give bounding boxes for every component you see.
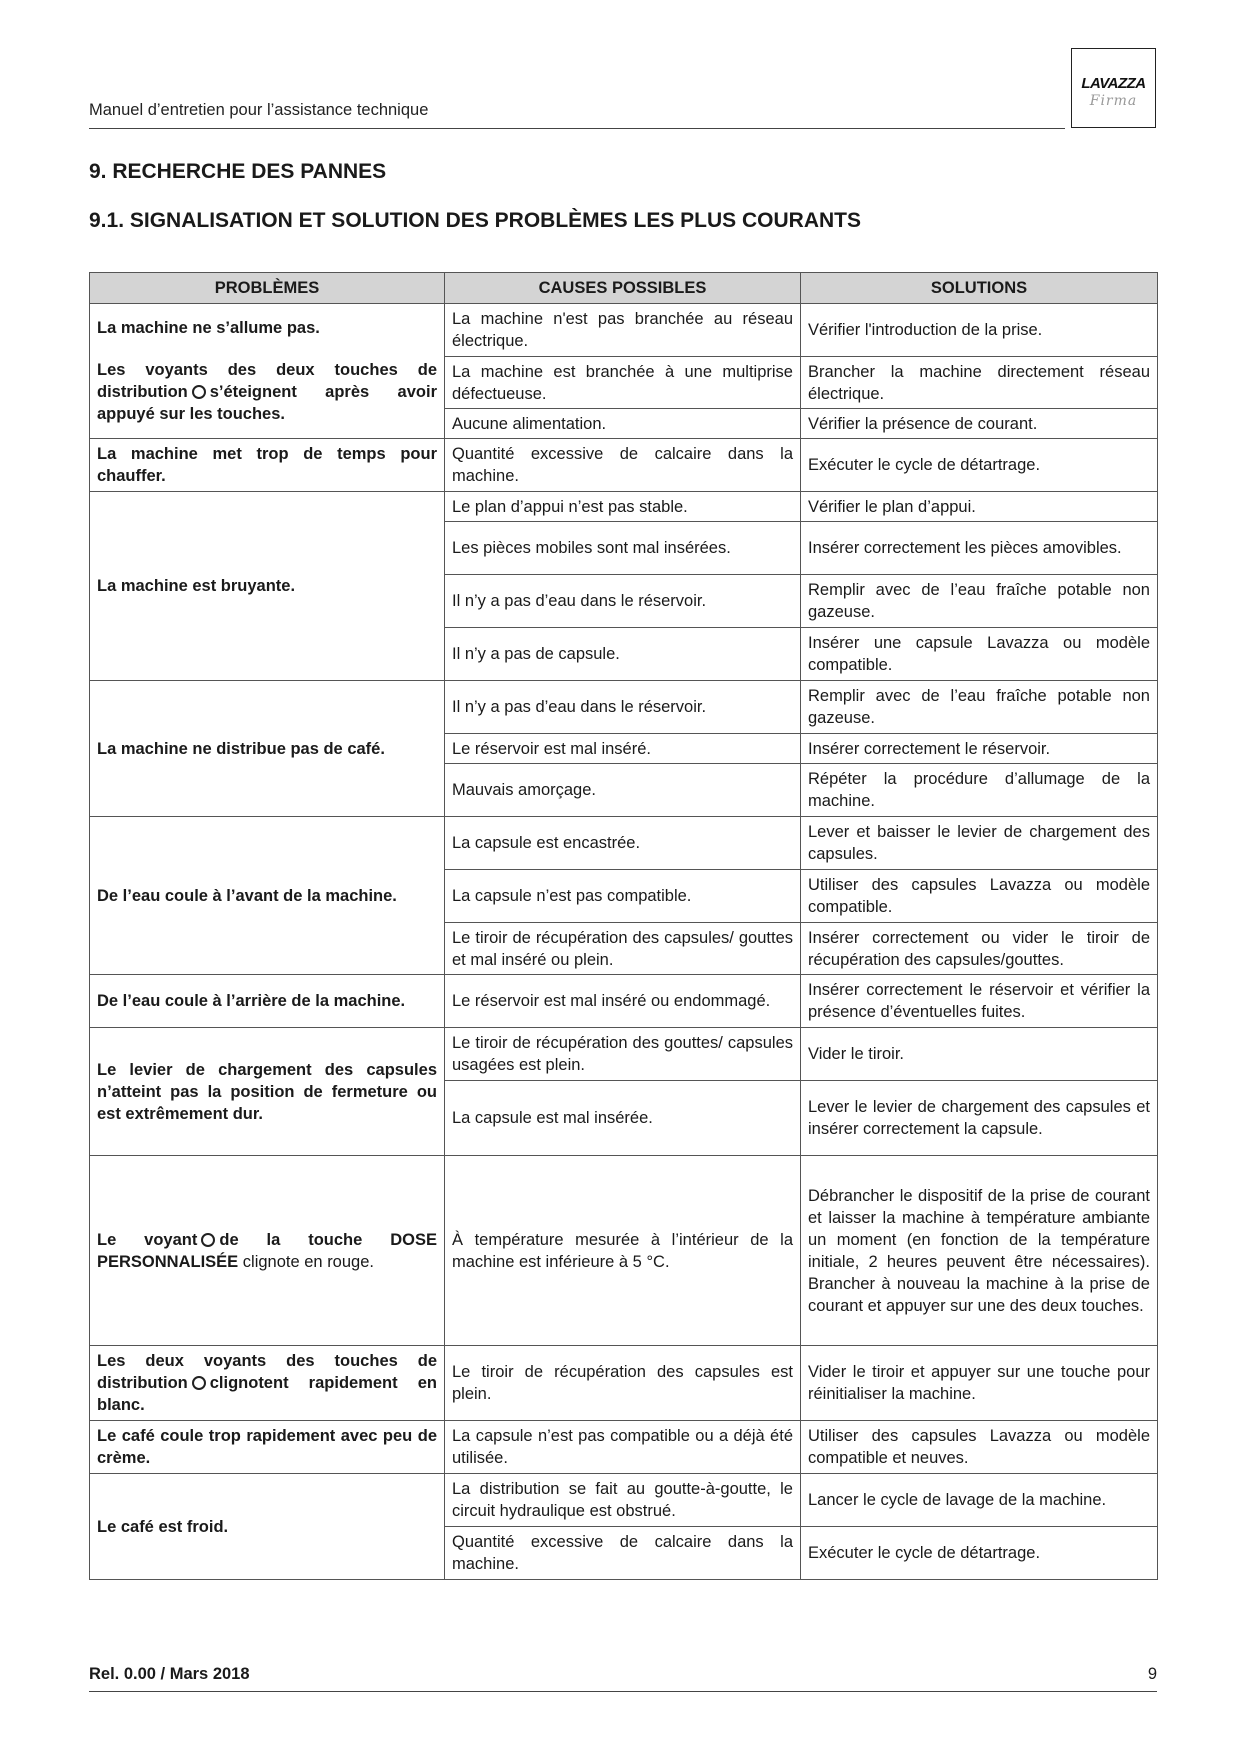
- problem-cell: Le café est froid.: [90, 1474, 445, 1580]
- solution-cell: Insérer correctement ou vider le tiroir de récupération des capsules/gouttes.: [801, 923, 1158, 975]
- cause-cell: À température mesurée à l’intérieur de la machine est inférieure à 5 °C.: [445, 1156, 801, 1346]
- solution-cell: Insérer correctement les pièces amovibles.: [801, 522, 1158, 575]
- table-row: [90, 1474, 1158, 1527]
- solution-cell: Lever et baisser le levier de chargement des capsules.: [801, 817, 1158, 870]
- header-rule: [89, 128, 1065, 129]
- column-header-solutions: SOLUTIONS: [801, 273, 1158, 304]
- troubleshooting-table: [89, 272, 1158, 1580]
- column-header-causes: CAUSES POSSIBLES: [445, 273, 801, 304]
- logo-subtitle: Firma: [1089, 93, 1138, 109]
- cause-cell: Il n’y a pas de capsule.: [445, 628, 801, 681]
- solution-cell: Vérifier le plan d’appui.: [801, 492, 1158, 522]
- solution-cell: Lever le levier de chargement des capsules et insérer correctement la capsule.: [801, 1081, 1158, 1156]
- problem-text-part: de la touche: [219, 1230, 363, 1249]
- solution-cell: Vérifier l'introduction de la prise.: [801, 304, 1158, 357]
- table-row: [90, 492, 1158, 522]
- problem-text-part: s’éteignent après avoir appuyé sur les touches.: [97, 383, 437, 423]
- solution-cell: Répéter la procédure d’allumage de la machine.: [801, 764, 1158, 817]
- footer-release: Rel. 0.00 / Mars 2018: [89, 1665, 250, 1683]
- problem-text: [97, 359, 437, 425]
- solution-cell: Vider le tiroir.: [801, 1028, 1158, 1081]
- cause-cell: La distribution se fait au goutte-à-goutte, le circuit hydraulique est obstrué.: [445, 1474, 801, 1527]
- solution-cell: Remplir avec de l’eau fraîche potable non gazeuse.: [801, 575, 1158, 628]
- cause-cell: La capsule n’est pas compatible.: [445, 870, 801, 923]
- problem-text-part: clignote en rouge.: [242, 1252, 374, 1271]
- problem-text-part: Le voyant: [97, 1230, 198, 1249]
- problem-cell: La machine met trop de temps pour chauffer.: [90, 439, 445, 492]
- problem-text-part: clignotent rapidement en blanc.: [97, 1374, 437, 1414]
- logo-wordmark: LAVAZZA: [1081, 75, 1146, 92]
- solution-cell: Vider le tiroir et appuyer sur une touche pour réinitialiser la machine.: [801, 1346, 1158, 1421]
- cause-cell: La capsule n’est pas compatible ou a déjà été utilisée.: [445, 1421, 801, 1474]
- cause-cell: La machine est branchée à une multiprise défectueuse.: [445, 357, 801, 409]
- cause-cell: Le réservoir est mal inséré ou endommagé.: [445, 975, 801, 1028]
- solution-cell: Vérifier la présence de courant.: [801, 409, 1158, 439]
- button-name-label: DOSE PERSONNALISÉE: [97, 1230, 437, 1271]
- problem-text-part: Les deux voyants des touches de distribution: [97, 1352, 437, 1392]
- page-header-text: Manuel d’entretien pour l’assistance technique: [89, 101, 429, 119]
- problem-cell: De l’eau coule à l’avant de la machine.: [90, 817, 445, 975]
- power-indicator-icon: [201, 1233, 215, 1247]
- solution-cell: Exécuter le cycle de détartrage.: [801, 439, 1158, 492]
- solution-cell: Utiliser des capsules Lavazza ou modèle compatible et neuves.: [801, 1421, 1158, 1474]
- solution-cell: Exécuter le cycle de détartrage.: [801, 1527, 1158, 1580]
- cause-cell: Quantité excessive de calcaire dans la machine.: [445, 1527, 801, 1580]
- solution-cell: Insérer correctement le réservoir et vérifier la présence d’éventuelles fuites.: [801, 975, 1158, 1028]
- subsection-title: 9.1. SIGNALISATION ET SOLUTION DES PROBLÈMES LES PLUS COURANTS: [89, 209, 862, 232]
- table-header-row: [90, 273, 1158, 304]
- problem-text: La machine ne s’allume pas.: [97, 319, 320, 337]
- problem-cell: De l’eau coule à l’arrière de la machine.: [90, 975, 445, 1028]
- table-row: [90, 817, 1158, 870]
- column-header-problems: PROBLÈMES: [90, 273, 445, 304]
- cause-cell: Le réservoir est mal inséré.: [445, 734, 801, 764]
- power-indicator-icon: [192, 1376, 206, 1390]
- problem-cell: Le café coule trop rapidement avec peu de crème.: [90, 1421, 445, 1474]
- cause-cell: La capsule est encastrée.: [445, 817, 801, 870]
- problem-cell: [90, 304, 445, 439]
- solution-cell: Débrancher le dispositif de la prise de courant et laisser la machine à température ambiante un moment (en fonction de la température initiale, 2 heures peuvent être nécessaires). Brancher à nouveau la machine à la prise de courant et appuyer sur une des deux touches.: [801, 1156, 1158, 1346]
- section-title: 9. RECHERCHE DES PANNES: [89, 160, 387, 183]
- table-row: [90, 975, 1158, 1028]
- cause-cell: Les pièces mobiles sont mal insérées.: [445, 522, 801, 575]
- problem-cell: Le levier de chargement des capsules n’atteint pas la position de fermeture ou est extrêmement dur.: [90, 1028, 445, 1156]
- problem-cell: La machine ne distribue pas de café.: [90, 681, 445, 817]
- table-row: [90, 1028, 1158, 1081]
- problem-text-part: Les voyants des deux touches de distribution: [97, 361, 437, 401]
- solution-cell: Lancer le cycle de lavage de la machine.: [801, 1474, 1158, 1527]
- solution-cell: Remplir avec de l’eau fraîche potable non gazeuse.: [801, 681, 1158, 734]
- cause-cell: Le plan d’appui n’est pas stable.: [445, 492, 801, 522]
- table-row: [90, 681, 1158, 734]
- problem-cell: [90, 1346, 445, 1421]
- brand-logo: [1071, 48, 1156, 128]
- cause-cell: Aucune alimentation.: [445, 409, 801, 439]
- cause-cell: Le tiroir de récupération des capsules est plein.: [445, 1346, 801, 1421]
- problem-cell: La machine est bruyante.: [90, 492, 445, 681]
- page-number: 9: [1147, 1665, 1157, 1683]
- table-row: [90, 1156, 1158, 1346]
- cause-cell: Mauvais amorçage.: [445, 764, 801, 817]
- problem-cell: [90, 1156, 445, 1346]
- table-row: [90, 304, 1158, 357]
- cause-cell: La capsule est mal insérée.: [445, 1081, 801, 1156]
- cause-cell: Il n’y a pas d’eau dans le réservoir.: [445, 575, 801, 628]
- table-row: [90, 1421, 1158, 1474]
- solution-cell: Insérer correctement le réservoir.: [801, 734, 1158, 764]
- cause-cell: Le tiroir de récupération des gouttes/ capsules usagées est plein.: [445, 1028, 801, 1081]
- cause-cell: Il n’y a pas d’eau dans le réservoir.: [445, 681, 801, 734]
- footer-rule: [89, 1691, 1157, 1692]
- solution-cell: Insérer une capsule Lavazza ou modèle compatible.: [801, 628, 1158, 681]
- cause-cell: Le tiroir de récupération des capsules/ gouttes et mal inséré ou plein.: [445, 923, 801, 975]
- cause-cell: La machine n'est pas branchée au réseau électrique.: [445, 304, 801, 357]
- table-row: [90, 1346, 1158, 1421]
- cause-cell: Quantité excessive de calcaire dans la machine.: [445, 439, 801, 492]
- table-row: [90, 439, 1158, 492]
- solution-cell: Utiliser des capsules Lavazza ou modèle compatible.: [801, 870, 1158, 923]
- power-indicator-icon: [192, 385, 206, 399]
- solution-cell: Brancher la machine directement réseau électrique.: [801, 357, 1158, 409]
